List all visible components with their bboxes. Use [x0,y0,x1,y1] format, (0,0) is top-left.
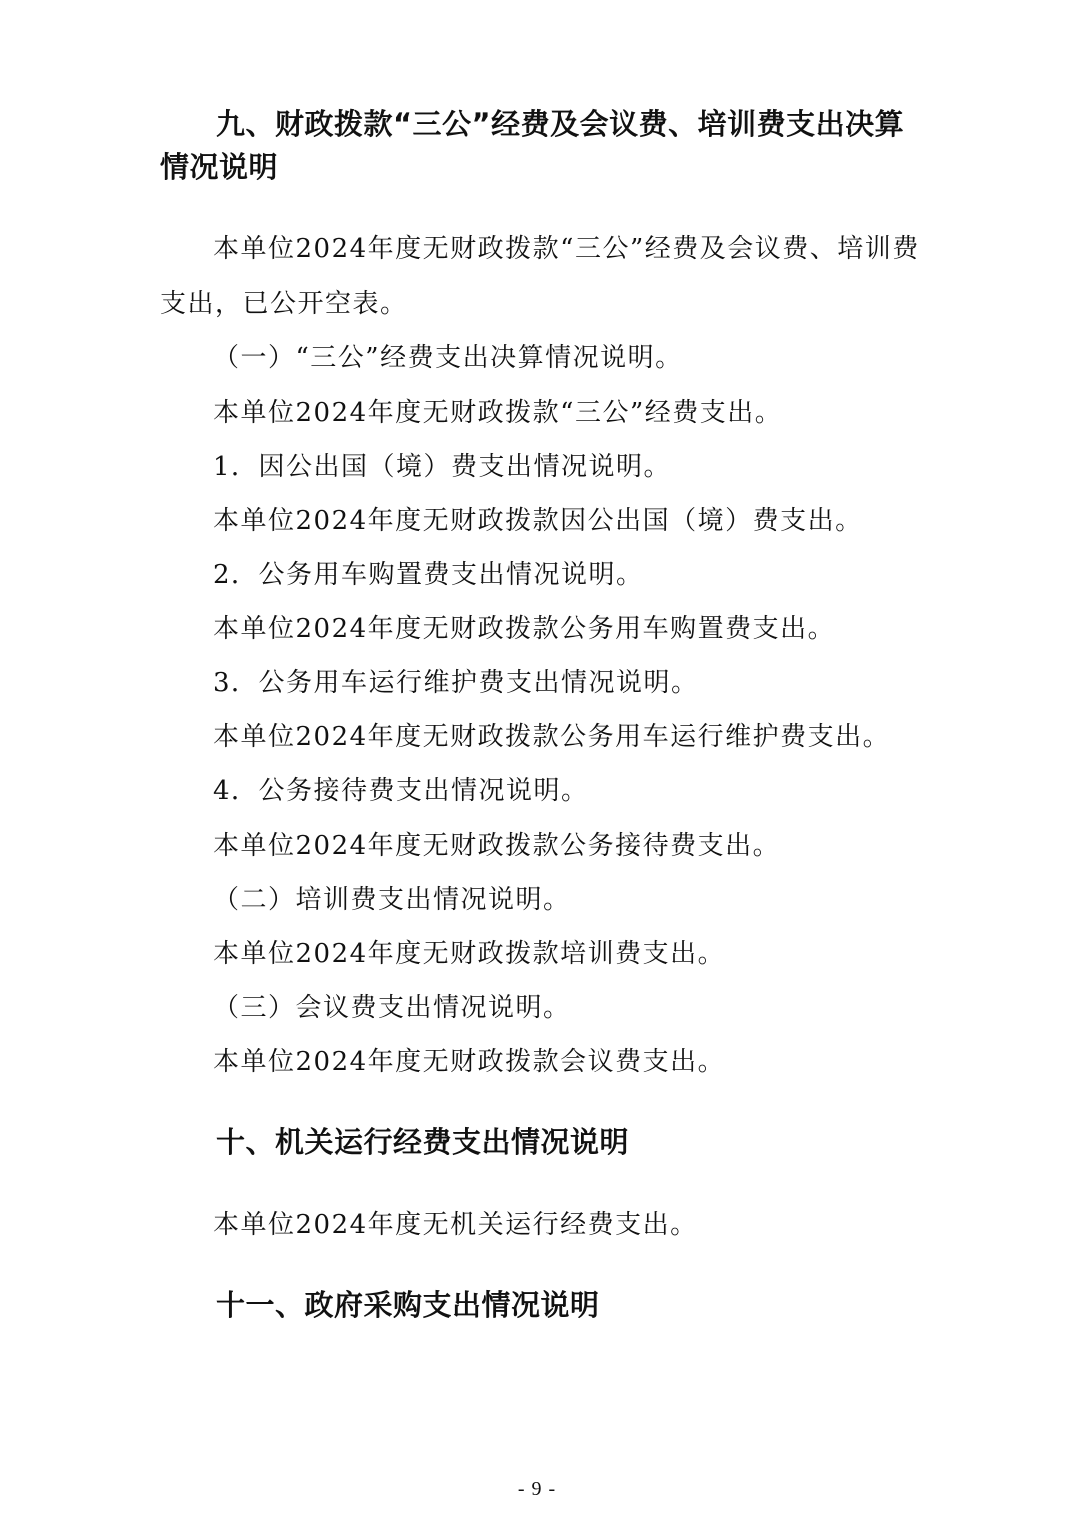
section-9-heading-line-2: 情况说明 [160,150,279,184]
subsection-2-text: 本单位2024年度无财政拨款培训费支出。 [213,939,726,969]
item-2-text: 本单位2024年度无财政拨款公务用车购置费支出。 [213,614,836,644]
section-9-heading-line-1: 九、财政拨款“三公”经费及会议费、培训费支出决算 [216,107,905,141]
item-1-text: 本单位2024年度无财政拨款因公出国（境）费支出。 [213,506,863,536]
item-4-text: 本单位2024年度无财政拨款公务接待费支出。 [213,831,781,861]
section-9-intro-line-1: 本单位2024年度无财政拨款“三公”经费及会议费、培训费 [213,234,920,264]
section-10-heading: 十、机关运行经费支出情况说明 [216,1125,630,1159]
subsection-1-title: （一）“三公”经费支出决算情况说明。 [213,343,683,373]
item-1-title: 1．因公出国（境）费支出情况说明。 [213,452,672,482]
subsection-3-title: （三）会议费支出情况说明。 [213,993,571,1023]
section-11-heading: 十一、政府采购支出情况说明 [216,1288,600,1322]
section-9-intro-line-2: 支出，已公开空表。 [160,289,408,319]
page-number: - 9 - [517,1478,557,1500]
subsection-1-text: 本单位2024年度无财政拨款“三公”经费支出。 [213,398,783,428]
item-2-title: 2．公务用车购置费支出情况说明。 [213,560,644,590]
section-10-text: 本单位2024年度无机关运行经费支出。 [213,1210,698,1240]
item-4-title: 4．公务接待费支出情况说明。 [213,776,589,806]
subsection-3-text: 本单位2024年度无财政拨款会议费支出。 [213,1047,726,1077]
item-3-title: 3．公务用车运行维护费支出情况说明。 [213,668,699,698]
subsection-2-title: （二）培训费支出情况说明。 [213,885,571,915]
item-3-text: 本单位2024年度无财政拨款公务用车运行维护费支出。 [213,722,891,752]
